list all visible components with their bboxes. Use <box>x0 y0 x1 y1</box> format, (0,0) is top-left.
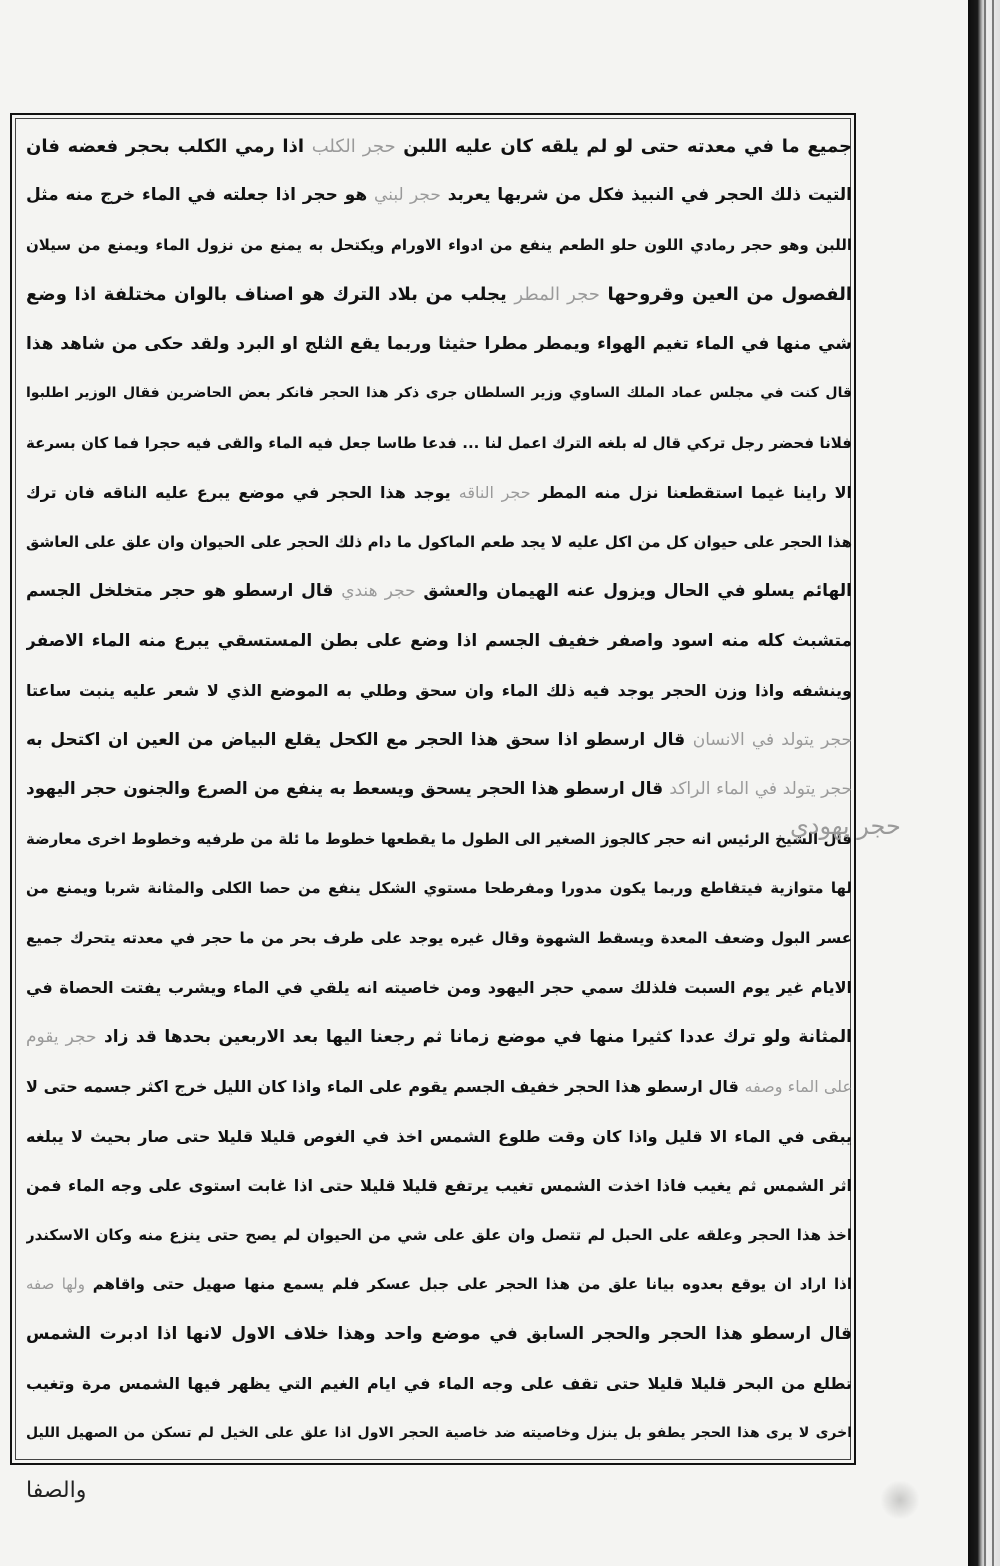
manuscript-line <box>26 666 852 715</box>
line-text: متشبث كله منه اسود واصفر خفيف الجسم اذا وضع على بطن المستسقي يبرع منه الماء الاصفر <box>26 630 852 651</box>
rubric-heading: حجر يتولد في الماء الراكد <box>669 779 852 800</box>
line-text: التيت ذلك الحجر في النبيذ فكل من شربها يعربد <box>440 185 852 206</box>
line-text: الايام غير يوم السبت فلذلك سمي حجر اليهود ومن خاصيته انه يلقي في الماء ويشرب يفتت الحصاة في <box>26 978 852 998</box>
line-text: الا راينا غيما استقطعنا نزل منه المطر <box>530 483 852 503</box>
manuscript-line <box>26 1409 852 1458</box>
rubric-heading: على الماء وصفه <box>744 1077 852 1097</box>
manuscript-line <box>26 567 852 616</box>
line-text: اخرى لا يرى هذا الحجر يطفو بل ينزل وخاصيته ضد خاصية الحجر الاول اذا علق على الخيل لم تسكن من الصهيل الليل <box>26 1424 852 1441</box>
rubric-heading: حجر الكلب <box>311 136 396 157</box>
line-text: الهائم يسلو في الحال ويزول عنه الهيمان والعشق <box>415 581 852 602</box>
manuscript-line <box>26 270 852 319</box>
manuscript-line <box>26 815 852 864</box>
manuscript-line <box>26 716 852 765</box>
manuscript-line <box>26 1062 852 1111</box>
line-text: هذا الحجر على حيوان كل من اكل عليه لا يجد طعم الماكول ما دام ذلك الحجر على الحيوان وان علق على العاشق <box>26 532 852 551</box>
manuscript-line <box>26 1310 852 1359</box>
manuscript-line <box>26 1359 852 1408</box>
line-text: وينشفه واذا وزن الحجر يوجد فيه ذلك الماء وان سحق وطلي به الموضع الذي لا شعر عليه ينبت ساعتا <box>26 681 852 701</box>
line-text-continued: اذا رمي الكلب بحجر فعضه فان <box>26 136 312 157</box>
rubric-heading: حجر يتولد في الانسان <box>692 729 852 750</box>
line-text: يبقى في الماء الا قليل واذا كان وقت طلوع الشمس اخذ في الغوص قليلا قليلا حتى صار بحيث لا يبلغه <box>26 1126 852 1146</box>
line-text: عسر البول وضعف المعدة ويسقط الشهوة وقال غيره يوجد على طرف بحر من ما حجر في معدته يتحرك جميع <box>26 928 852 947</box>
manuscript-line <box>26 1161 852 1210</box>
line-text: جميع ما في معدته حتى لو لم يلقه كان عليه اللبن <box>395 136 852 157</box>
line-text: قال ارسطو هذا الحجر والحجر السابق في موضع واحد وهذا خلاف الاول لانها اذا ادبرت الشمس <box>26 1323 852 1344</box>
line-text-continued: قال ارسطو هذا الحجر خفيف الجسم يقوم على الماء واذا كان الليل خرج اكثر جسمه حتى لا <box>26 1077 745 1097</box>
line-text-continued: قال ارسطو اذا سحق هذا الحجر مع الكحل يقلع البياض من العين ان اكتحل به <box>26 729 693 750</box>
page-edge-line <box>984 0 986 1566</box>
rubric-heading: حجر الناقه <box>458 483 531 503</box>
page-edge <box>968 0 1000 1566</box>
page-stain <box>880 1480 920 1520</box>
manuscript-line <box>26 864 852 913</box>
line-text: المثانة ولو ترك عددا كثيرا منها في موضع زمانا ثم رجعنا اليها بعد الاربعين بحدها قد زاد <box>96 1026 852 1047</box>
manuscript-line <box>26 171 852 220</box>
line-text-continued: هو حجر اذا جعلته في الماء خرج منه مثل <box>26 185 375 206</box>
catchword: والصفا <box>26 1478 87 1503</box>
manuscript-line <box>26 765 852 814</box>
line-text: اذا اراد ان يوقع بعدوه بيانا علق من هذا الحجر على جبل عسكر فلم يسمع منها صهيل حتى واقاهم <box>85 1275 852 1294</box>
manuscript-line <box>26 369 852 418</box>
manuscript-line <box>26 518 852 567</box>
manuscript-line <box>26 617 852 666</box>
manuscript-line <box>26 320 852 369</box>
line-text-continued: يوجد هذا الحجر في موضع يبرع عليه الناقه فان ترك <box>26 483 459 503</box>
manuscript-line <box>26 1112 852 1161</box>
line-text: فلانا فحضر رجل تركي قال له بلغه الترك اعمل لنا ... فدعا طاسا جعل فيه الماء والقى فيه حجرا فما كان بسرعة <box>26 433 852 452</box>
line-text: شي منها في الماء تغيم الهواء ويمطر مطرا حثيثا وربما يقع الثلج او البرد ولقد حكى من شاهد هذا <box>26 333 852 354</box>
margin-note: حجر يهودي <box>790 812 901 840</box>
manuscript-line <box>26 914 852 963</box>
line-text: الفصول من العين وقروحها <box>599 284 852 306</box>
manuscript-line <box>26 1260 852 1309</box>
rubric-heading: حجر لبني <box>374 185 441 206</box>
line-text-continued: يجلب من بلاد الترك هو اصناف بالوان مختلفة اذا وضع <box>26 284 515 306</box>
line-text: قال كنت في مجلس عماد الملك الساوي وزير السلطان جرى ذكر هذا الحجر فانكر بعض الحاضرين فقال الوزير اطلبوا <box>26 385 852 402</box>
line-text: قال الشيخ الرئيس انه حجر كالجوز الصغير الى الطول ما يقطعها خطوط ما ئلة من طرفيه وخطوط اخرى معارضة <box>26 829 852 848</box>
line-text: تطلع من البحر قليلا قليلا حتى تقف على وجه الماء في ايام الغيم التي يظهر فيها الشمس مرة وتغيب <box>26 1374 852 1394</box>
line-text-continued: قال ارسطو هو حجر متخلخل الجسم <box>26 581 342 602</box>
rubric-heading: حجر يقوم <box>26 1026 97 1047</box>
manuscript-line <box>26 1211 852 1260</box>
rubric-heading: ولها صفه <box>26 1275 85 1294</box>
line-text-continued: قال ارسطو هذا الحجر يسحق ويسعط به ينفع من الصرع والجنون حجر اليهود <box>26 779 670 800</box>
manuscript-line <box>26 419 852 468</box>
manuscript-line <box>26 122 852 171</box>
manuscript-line <box>26 963 852 1012</box>
manuscript-line <box>26 221 852 270</box>
manuscript-line <box>26 468 852 517</box>
page-edge-line <box>992 0 994 1566</box>
line-text: اثر الشمس ثم يغيب فاذا اخذت الشمس تغيب يرتفع قليلا قليلا حتى اذا غابت استوى على وجه الماء فمن <box>26 1176 852 1196</box>
rubric-heading: حجر المطر <box>514 284 600 306</box>
rubric-heading: حجر هندي <box>341 581 416 602</box>
line-text: اللبن وهو حجر رمادي اللون حلو الطعم ينفع من ادواء الاورام ويكتحل به يمنع من نزول الماء ويمنع من سيلان <box>26 235 852 254</box>
line-text: اخذ هذا الحجر وعلقه على الحبل لم تتصل وان علق على شي من الحيوان لم يصح حتى ينزع منه وكان الاسكندر <box>26 1225 852 1244</box>
manuscript-text-block <box>26 122 852 1458</box>
line-text: لها متوازية فيتقاطع وربما يكون مدورا ومفرطحا مستوي الشكل ينفع من حصا الكلى والمثانة شربا ويمنع من <box>26 879 852 898</box>
manuscript-line <box>26 1013 852 1062</box>
